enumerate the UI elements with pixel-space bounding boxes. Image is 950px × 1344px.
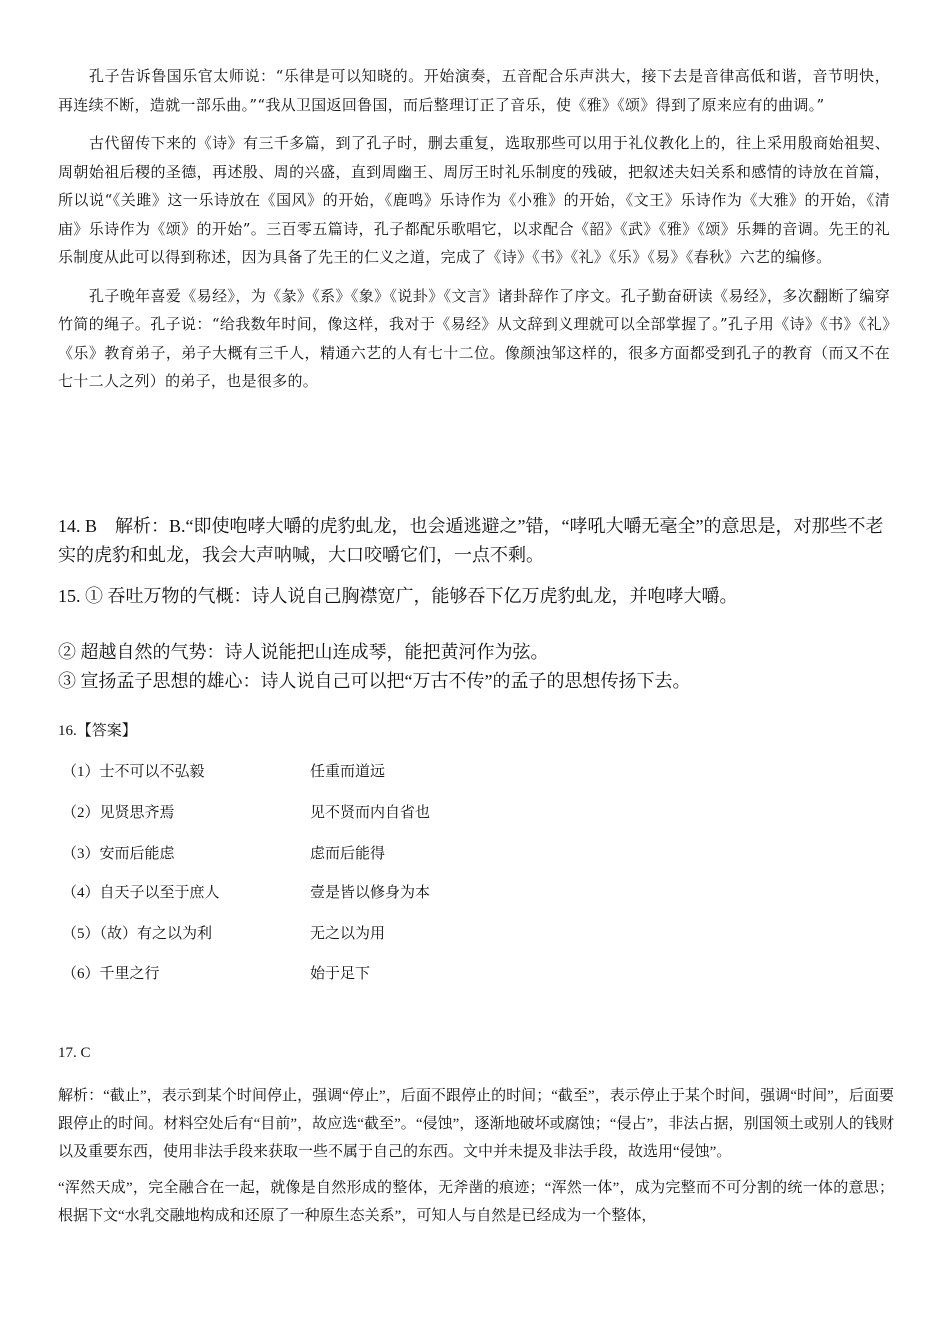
translation-block <box>58 62 890 396</box>
question-15-answer <box>58 582 890 696</box>
q16-second-half: 虑而后能得 <box>310 846 386 862</box>
q16-second-half: 无之以为用 <box>310 926 386 942</box>
q15-point-2: ② 超越自然的气势：诗人说能把山连成琴，能把黄河作为弦。 <box>58 642 549 662</box>
q16-row <box>62 801 562 823</box>
q15-point-1: 15. ① 吞吐万物的气概：诗人说自己胸襟宽广，能够吞下亿万虎豹虬龙，并咆哮大嚼。 <box>58 586 738 606</box>
q16-first-half: （1）士不可以不弘毅 <box>62 764 205 780</box>
q16-first-half: （5）（故）有之以为利 <box>62 926 213 942</box>
q16-second-half: 壹是皆以修身为本 <box>310 885 431 901</box>
translation-paragraph: 孔子告诉鲁国乐官太师说：“乐律是可以知晓的。开始演奏，五音配合乐声洪大，接下去是音律高低和谐，音节明快，再连续不断，造就一部乐曲。”“我从卫国返回鲁国，而后整理订正了音乐，使《雅》《颂》得到了原来应有的曲调。” <box>58 67 890 114</box>
q16-row <box>62 962 562 984</box>
q16-heading: 16.【答案】 <box>58 723 137 739</box>
q16-row <box>62 842 562 864</box>
q16-second-half: 始于足下 <box>310 966 371 982</box>
q16-first-half: （4）自天子以至于庶人 <box>62 885 220 901</box>
q17-heading: 17. C <box>58 1045 91 1061</box>
q17-explanation <box>58 1082 894 1230</box>
q16-row <box>62 922 562 944</box>
q16-first-half: （6）千里之行 <box>62 966 160 982</box>
q16-row <box>62 760 562 782</box>
q16-first-half: （2）见贤思齐焉 <box>62 805 175 821</box>
q15-point-3: ③ 宣扬孟子思想的雄心：诗人说自己可以把“万古不传”的孟子的思想传扬下去。 <box>58 671 691 691</box>
q16-second-half: 见不贤而内自省也 <box>310 805 431 821</box>
q16-row <box>62 881 562 903</box>
q14-text: 14. B 解析：B.“即使咆哮大嚼的虎豹虬龙，也会遁逃避之”错，“哮吼大嚼无毫全”的意思是，对那些不老实的虎豹和虬龙，我会大声呐喊，大口咬嚼它们，一点不剩。 <box>58 516 884 565</box>
q17-paragraph: 解析：“截止”，表示到某个时间停止，强调“停止”，后面不跟停止的时间；“截至”，表示停止于某个时间，强调“时间”，后面要跟停止的时间。材料空处后有“目前”，故应选“截至”。“侵蚀”，逐渐地破坏或腐蚀；“侵占”，非法占据，别国领土或别人的钱财以及重要东西，使用非法手段来获取一些不属于自己的东西。文中并未提及非法手段，故选用“侵蚀”。 <box>58 1088 894 1160</box>
translation-paragraph: 古代留传下来的《诗》有三千多篇，到了孔子时，删去重复，选取那些可以用于礼仪教化上的，往上采用殷商始祖契、周朝始祖后稷的圣德，再述殷、周的兴盛，直到周幽王、周厉王时礼乐制度的残破，把叙述夫妇关系和感情的诗放在首篇，所以说“《关雎》这一乐诗放在《国风》的开始，《鹿鸣》乐诗作为《小雅》的开始，《文王》乐诗作为《大雅》的开始，《清庙》乐诗作为《颂》的开始”。三百零五篇诗，孔子都配乐歌唱它，以求配合《韶》《武》《雅》《颂》乐舞的音调。先王的礼乐制度从此可以得到称述，因为具备了先王的仁义之道，完成了《诗》《书》《礼》《乐》《易》《春秋》六艺的编修。 <box>58 134 890 266</box>
question-14-answer <box>58 512 890 570</box>
translation-paragraph: 孔子晚年喜爱《易经》，为《彖》《系》《象》《说卦》《文言》诸卦辞作了序文。孔子勤奋研读《易经》，多次翻断了编穿竹简的绳子。孔子说：“给我数年时间，像这样，我对于《易经》从文辞到义理就可以全部掌握了。”孔子用《诗》《书》《礼》《乐》教育弟子，弟子大概有三千人，精通六艺的人有七十二位。像颜浊邹这样的，很多方面都受到孔子的教育（而又不在七十二人之列）的弟子，也是很多的。 <box>58 286 890 390</box>
q16-second-half: 任重而道远 <box>310 764 386 780</box>
q16-first-half: （3）安而后能虑 <box>62 846 175 862</box>
q17-paragraph: “浑然天成”，完全融合在一起，就像是自然形成的整体，无斧凿的痕迹；“浑然一体”，成为完整而不可分割的统一体的意思；根据下文“水乳交融地构成和还原了一种原生态关系”，可知人与自然是已经成为一个整体， <box>58 1180 894 1224</box>
